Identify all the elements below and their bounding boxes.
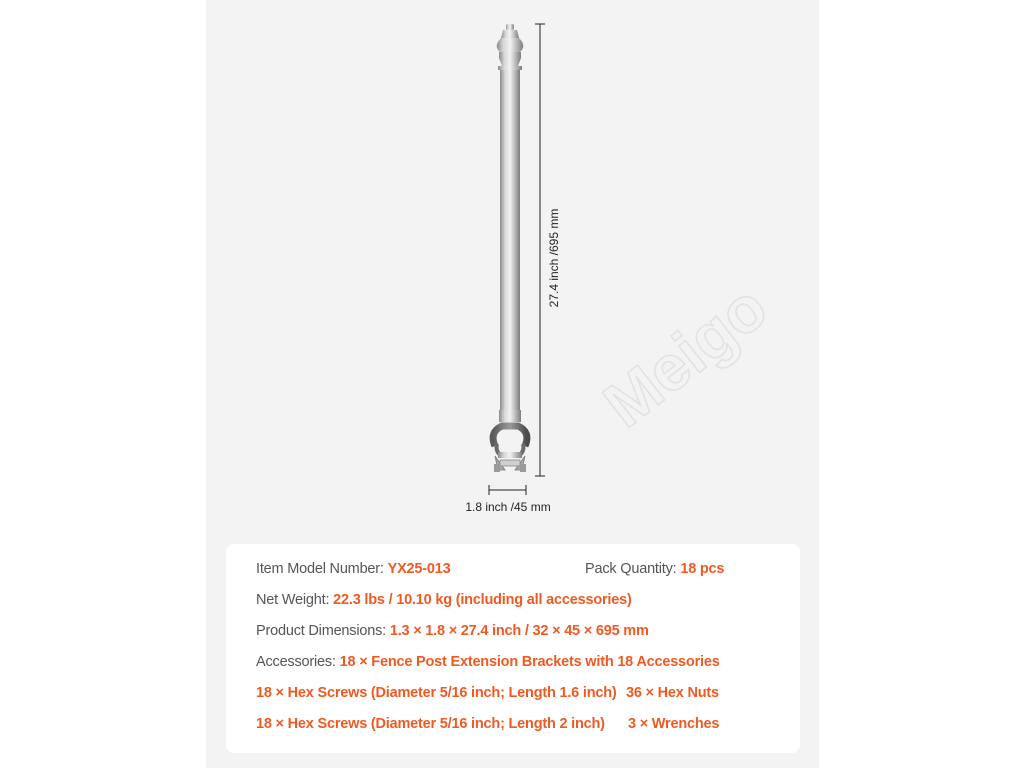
accessories-label: Accessories: <box>256 654 336 670</box>
pack-quantity-value: 18 pcs <box>680 561 725 577</box>
width-dimension-label: 1.8 inch /45 mm <box>465 500 551 514</box>
net-weight-row <box>256 592 632 608</box>
product-figure <box>206 0 819 540</box>
hex-nuts-item: 36 × Hex Nuts <box>626 685 719 701</box>
spec-card <box>226 544 800 753</box>
post-bracket <box>493 426 527 472</box>
height-dimension-label: 27.4 inch /695 mm <box>547 208 561 308</box>
model-number-row <box>256 561 451 577</box>
net-weight-value: 22.3 lbs / 10.10 kg (including all accessories) <box>333 592 632 608</box>
pack-quantity-row <box>585 561 724 577</box>
dimensions-row <box>256 623 649 639</box>
wrenches-item: 3 × Wrenches <box>628 716 720 732</box>
net-weight-label: Net Weight: <box>256 592 330 608</box>
accessories-value: 18 × Fence Post Extension Brackets with 18 Accessories <box>339 654 720 670</box>
height-dimension-line <box>535 24 545 476</box>
accessories-row <box>256 654 720 670</box>
post-finial <box>497 24 524 70</box>
post-shaft <box>500 70 520 415</box>
pack-quantity-label: Pack Quantity: <box>585 561 677 577</box>
model-number-value: YX25-013 <box>387 561 451 577</box>
dimensions-label: Product Dimensions: <box>256 623 386 639</box>
dimensions-value: 1.3 × 1.8 × 27.4 inch / 32 × 45 × 695 mm <box>389 623 649 639</box>
model-number-label: Item Model Number: <box>256 561 384 577</box>
post-collar <box>499 410 521 422</box>
product-stage <box>206 0 819 768</box>
hex-screws-1-6-item: 18 × Hex Screws (Diameter 5/16 inch; Length 1.6 inch) <box>256 685 617 701</box>
hex-screws-2-item: 18 × Hex Screws (Diameter 5/16 inch; Length 2 inch) <box>256 716 605 732</box>
width-dimension-line <box>489 485 526 495</box>
product-drawing <box>206 0 819 540</box>
watermark-text: Meigo <box>590 270 781 442</box>
